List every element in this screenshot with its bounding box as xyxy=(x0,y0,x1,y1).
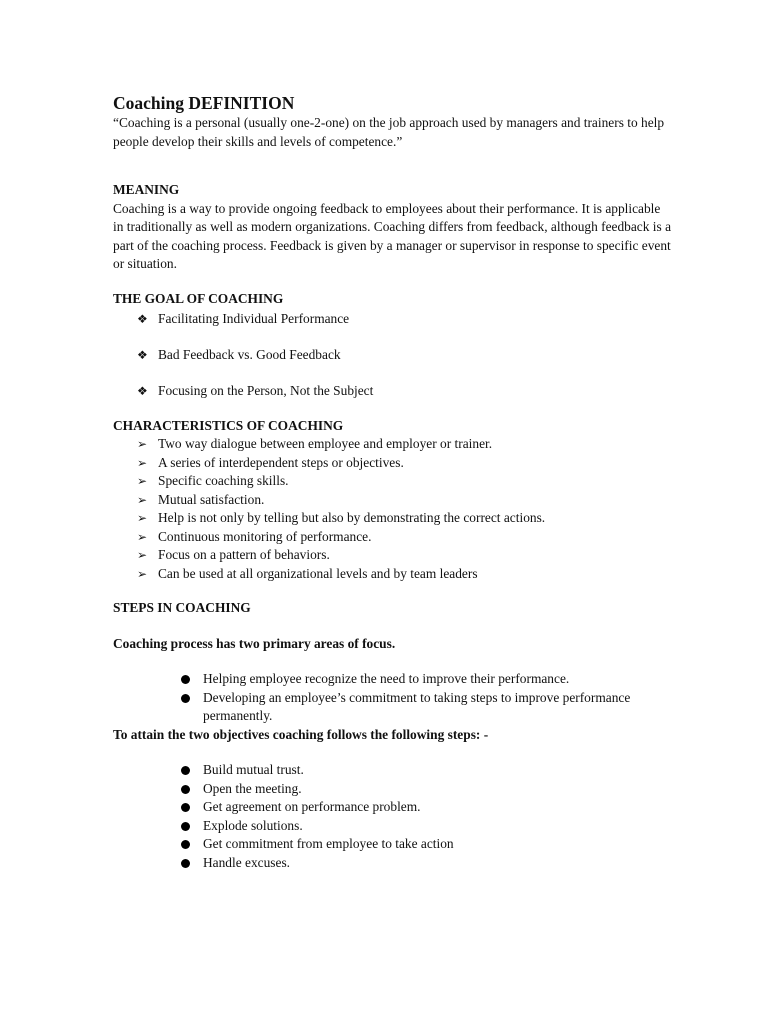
list-item: Explode solutions. xyxy=(113,817,673,836)
definition-quote: “Coaching is a personal (usually one-2-one) on the job approach used by managers and trainers to help people develop their skills and levels of competence.” xyxy=(113,115,665,149)
steps-list xyxy=(113,761,673,872)
list-item: ❖ Focusing on the Person, Not the Subject xyxy=(113,382,673,401)
list-item: Get agreement on performance problem. xyxy=(113,798,673,817)
list-item: ➢ Specific coaching skills. xyxy=(113,472,673,491)
arrow-bullet-icon: ➢ xyxy=(137,511,148,525)
focus-list xyxy=(113,670,673,726)
arrow-bullet-icon: ➢ xyxy=(137,492,148,507)
list-item: ➢ Continuous monitoring of performance. xyxy=(113,528,673,547)
arrow-bullet-icon: ➢ xyxy=(137,566,148,581)
list-item: ➢ Two way dialogue between employee and employer or trainer. xyxy=(113,435,673,454)
meaning-heading: MEANING xyxy=(113,182,180,197)
meaning-paragraph: Coaching is a way to provide ongoing feedback to employees about their performance. It is applicable in traditionally as well as modern organizations. Coaching differs from feedback, although feedback is a part of the coaching process. Feedback is given by a manager or supervisor in response to specific event or situation. xyxy=(113,200,672,271)
arrow-bullet-icon: ➢ xyxy=(137,455,148,470)
diamond-bullet-icon: ❖ xyxy=(137,312,148,326)
dot-bullet-icon xyxy=(181,859,190,868)
definition-title: Coaching DEFINITION xyxy=(113,93,295,113)
dot-bullet-icon xyxy=(181,822,190,831)
arrow-bullet-icon: ➢ xyxy=(137,529,148,544)
list-item: Handle excuses. xyxy=(113,854,673,873)
list-item: ➢ Focus on a pattern of behaviors. xyxy=(113,546,673,565)
goal-list xyxy=(113,310,673,401)
list-item: Get commitment from employee to take action xyxy=(113,835,673,854)
dot-bullet-icon xyxy=(181,694,190,703)
steps-heading: STEPS IN COACHING xyxy=(113,600,251,615)
list-item: ❖ Bad Feedback vs. Good Feedback xyxy=(113,346,673,365)
document-body xyxy=(113,92,673,872)
list-item: ➢ Help is not only by telling but also by demonstrating the correct actions. xyxy=(113,509,673,528)
characteristics-heading: CHARACTERISTICS OF COACHING xyxy=(113,417,344,433)
list-item: Build mutual trust. xyxy=(113,761,673,780)
characteristics-list xyxy=(113,435,673,583)
goal-heading: THE GOAL OF COACHING xyxy=(113,290,284,306)
list-item: Developing an employee’s commitment to taking steps to improve performance permanently. xyxy=(113,689,673,726)
list-item: ➢ A series of interdependent steps or objectives. xyxy=(113,454,673,473)
dot-bullet-icon xyxy=(181,766,190,775)
arrow-bullet-icon: ➢ xyxy=(137,548,148,562)
diamond-bullet-icon: ❖ xyxy=(137,384,148,398)
list-item: Helping employee recognize the need to improve their performance. xyxy=(113,670,673,689)
focus-intro: Coaching process has two primary areas of focus. xyxy=(113,635,396,651)
list-item: ❖ Facilitating Individual Performance xyxy=(113,310,673,329)
list-item: ➢ Can be used at all organizational levels and by team leaders xyxy=(113,565,673,584)
dot-bullet-icon xyxy=(181,803,190,812)
diamond-bullet-icon: ❖ xyxy=(137,348,148,362)
list-item: ➢ Mutual satisfaction. xyxy=(113,491,673,510)
arrow-bullet-icon: ➢ xyxy=(137,474,148,488)
steps-intro: To attain the two objectives coaching follows the following steps: - xyxy=(113,726,489,742)
dot-bullet-icon xyxy=(181,785,190,794)
arrow-bullet-icon: ➢ xyxy=(137,437,148,451)
dot-bullet-icon xyxy=(181,840,190,849)
dot-bullet-icon xyxy=(181,675,190,684)
list-item: Open the meeting. xyxy=(113,780,673,799)
